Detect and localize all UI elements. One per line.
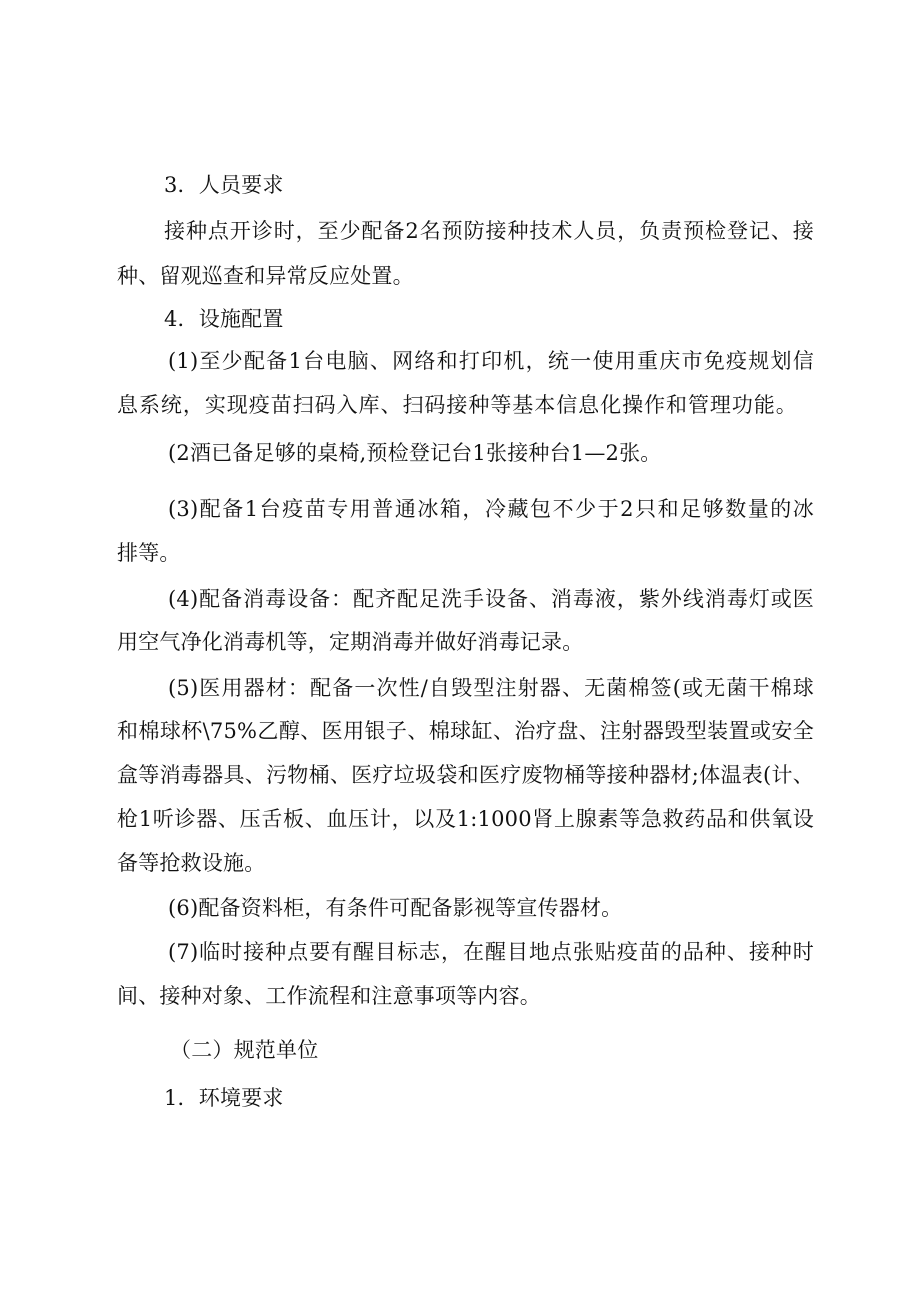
item-2-line-1: (2酒已备足够的桌椅,预检登记台1张接种台1—2张。 xyxy=(168,441,662,465)
item-4-line-2: 用空气净化消毒机等，定期消毒并做好消毒记录。 xyxy=(117,630,584,654)
heading-facility: 4．设施配置 xyxy=(164,307,284,331)
paragraph-personnel-line-1: 接种点开诊时，至少配备2名预防接种技术人员，负责预检登记、接 xyxy=(164,219,814,243)
item-3-line-2: 排等。 xyxy=(117,541,181,565)
item-6-line-1: (6)配备资料柜，有条件可配备影视等宣传器材。 xyxy=(168,896,623,920)
item-7-line-1: (7)临时接种点要有醒目标志，在醒目地点张贴疫苗的品种、接种时 xyxy=(168,940,814,964)
item-1-line-2: 息系统，实现疫苗扫码入库、扫码接种等基本信息化操作和管理功能。 xyxy=(117,393,797,417)
section-heading-two: （二）规范单位 xyxy=(170,1038,319,1062)
item-3-line-1: (3)配备1台疫苗专用普通冰箱，冷藏包不少于2只和足够数量的冰 xyxy=(168,497,814,521)
heading-environment: 1．环境要求 xyxy=(164,1086,284,1110)
item-5-line-2: 和棉球杯\75%乙醇、医用银子、棉球缸、治疗盘、注射器毁型装置或安全 xyxy=(117,719,814,743)
heading-personnel: 3．人员要求 xyxy=(164,173,284,197)
item-5-line-1: (5)医用器材：配备一次性/自毁型注射器、无菌棉签(或无菌干棉球 xyxy=(168,676,814,700)
item-4-line-1: (4)配备消毒设备：配齐配足洗手设备、消毒液，紫外线消毒灯或医 xyxy=(168,587,814,611)
paragraph-personnel-line-2: 种、留观巡查和异常反应处置。 xyxy=(117,264,414,288)
item-7-line-2: 间、接种对象、工作流程和注意事项等内容。 xyxy=(117,984,541,1008)
item-1-line-1: (1)至少配备1台电脑、网络和打印机，统一使用重庆市免疫规划信 xyxy=(168,349,814,373)
item-5-line-4: 枪1听诊器、压舌板、血压计，以及1:1000肾上腺素等急救药品和供氧设 xyxy=(117,807,814,831)
item-5-line-5: 备等抢救设施。 xyxy=(117,851,266,875)
item-5-line-3: 盒等消毒器具、污物桶、医疗垃圾袋和医疗废物桶等接种器材;体温表(计、 xyxy=(117,763,814,787)
